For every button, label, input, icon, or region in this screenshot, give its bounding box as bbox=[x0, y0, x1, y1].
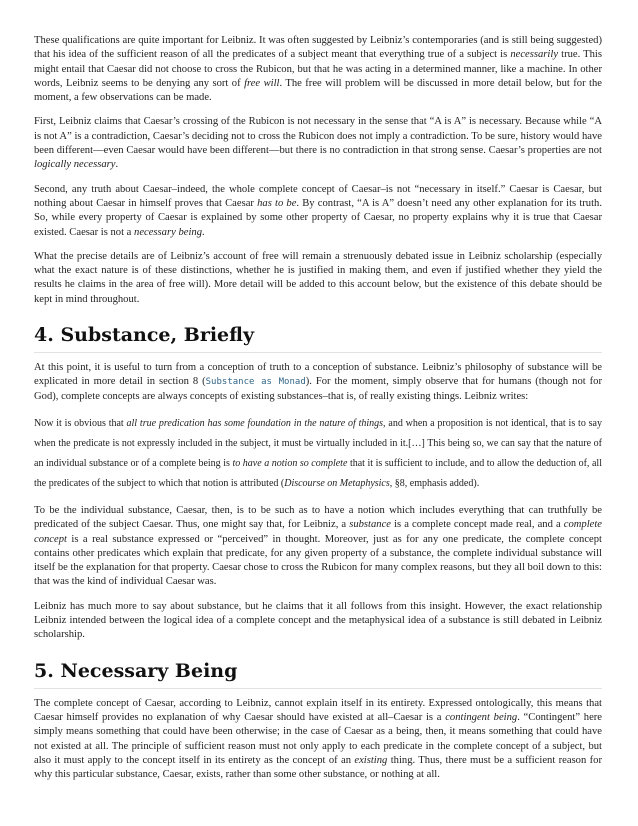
emphasis: all true predication has some foundation in the nature of things bbox=[126, 417, 384, 429]
emphasis: has to be bbox=[257, 197, 297, 209]
section-heading-necessary-being: 5. Necessary Being bbox=[34, 659, 602, 689]
text: First, Leibniz claims that Caesar’s crossing of the Rubicon is not necessary in the sense that “A is A” is necessary. Because while “A is not A” is a contradiction, Caesar’s deciding not to cross the Rubicon does not imply a contradiction. To be sure, history would have been different—even Caesar would have been different—but there is no contradiction in that strong sense. Caesar’s properties are not bbox=[34, 116, 602, 157]
text: true. This might entail that Caesar did not choose to cross the Rubicon, but that he was acting in a determined manner, like a machine. In other words, Leibniz seems to be denying any sort of bbox=[34, 49, 602, 89]
emphasis: necessary being bbox=[134, 226, 202, 238]
paragraph-caesar-substance bbox=[34, 504, 602, 590]
text: . bbox=[202, 226, 205, 238]
text: . The free will problem will be discussed in more detail below, but for the moment, a few observations can be made. bbox=[34, 77, 602, 104]
emphasis: contingent being bbox=[445, 711, 518, 723]
paragraph-substance-intro bbox=[34, 361, 602, 404]
block-quote-discourse bbox=[34, 414, 602, 494]
text: thing. Thus, there must be a sufficient reason for why this particular substance, Caesar, exists, rather than some other substance, or nothing at all. bbox=[34, 754, 602, 781]
text: Leibniz has much more to say about substance, but he claims that it all follows from this insight. However, the exact relationship Leibniz intended between the logical idea of a complete concept and the metaphysical idea of a substance is still debated in Leibniz scholarship. bbox=[34, 600, 602, 641]
section-link-substance-as-monad[interactable]: Substance as Monad bbox=[205, 377, 306, 388]
section-heading-substance: 4. Substance, Briefly bbox=[34, 323, 602, 353]
emphasis: to have a notion so complete bbox=[232, 457, 348, 469]
text: The complete concept of Caesar, according to Leibniz, cannot explain itself in its entirety. Expressed ontologically, this means that Caesar himself provides no explanation of why Caesar should have existed at all–Caesar is a bbox=[34, 697, 602, 723]
text: Now it is obvious that bbox=[34, 417, 127, 429]
text: is a complete concept made real, and a bbox=[391, 519, 564, 531]
text: What the precise details are of Leibniz’s account of free will remain a strenuously debated issue in Leibniz scholarship (especially what the exact nature is of these distinctions, whether he is justified in making them, and even if justified whether they yield the results he claims in the area of free will). More detail will be added to this account below, but the existence of this debate should be kept in mind throughout. bbox=[34, 250, 602, 305]
text: . “Contingent” here simply means something that could have been otherwise; in the case of Caesar as a being, then, it means something that could have not existed at all. The principle of sufficient reason must not only apply to each predicate in the complete concept of a subject, but also it must apply to the concept itself in its entirety as the concept of an bbox=[34, 711, 602, 766]
emphasis: existing bbox=[354, 754, 388, 766]
text: These qualifications are quite important for Leibniz. It was often suggested by Leibniz’s contemporaries (and is still being suggested) that his idea of the sufficient reason of all the predicates of a subject meant that everything true of a subject is bbox=[34, 35, 602, 61]
paragraph-free-will-intro bbox=[34, 34, 602, 105]
paragraph-first-point bbox=[34, 115, 602, 172]
text: . bbox=[115, 159, 119, 171]
text: , §8, emphasis added). bbox=[389, 477, 480, 489]
emphasis: substance bbox=[349, 519, 391, 531]
paragraph-contingent-being bbox=[34, 697, 602, 783]
text: ). For the moment, simply observe that for humans (though not for God), complete concepts are always concepts of existing substances–that is, of really existing things. Leibniz writes: bbox=[34, 376, 602, 402]
article-page bbox=[34, 34, 602, 792]
text: is a real substance expressed or “perceived” in thought. Moreover, just as for any one predicate, the complete concept contains other predicates which explain that predicate, for any given property of a substance, the complete individual substance will itself be the explanation for that property. Caesar chose to cross the Rubicon for many complex reasons, but they all boil down to this: that was the kind of individual Caesar was. bbox=[34, 533, 603, 588]
text: Second, any truth about Caesar–indeed, the whole complete concept of Caesar–is not “necessary in itself.” Caesar is Caesar, but nothing about Caesar in himself proves that Caesar bbox=[34, 183, 602, 209]
text: At this point, it is useful to turn from a conception of truth to a conception of substance. Leibniz’s philosophy of substance will be explicated in more detail in section 8 ( bbox=[34, 362, 602, 388]
text: , and when a proposition is not identical, that is to say when the predicate is not expressly included in the subject, it must be virtually included in it.[…] This being so, we can say that the nature of an individual substance or of a complete being is bbox=[34, 417, 602, 469]
text: To be the individual substance, Caesar, then, is to be such as to have a notion which includes everything that can truthfully be predicated of the subject Caesar. Thus, one might say that, for Leibniz, a bbox=[34, 504, 602, 531]
paragraph-substance-debate bbox=[34, 600, 602, 643]
text: that it is sufficient to include, and to allow the deduction of, all the predicates of the subject to which that notion is attributed ( bbox=[34, 457, 602, 489]
paragraph-debate bbox=[34, 250, 602, 307]
paragraph-second-point bbox=[34, 183, 602, 240]
emphasis: necessarily bbox=[510, 49, 559, 61]
emphasis: complete concept bbox=[34, 519, 602, 545]
emphasis: Discourse on Metaphysics bbox=[284, 477, 390, 489]
emphasis: logically necessary bbox=[34, 159, 116, 171]
text: . By contrast, “A is A” doesn’t need any other explanation for its truth. So, while every property of Caesar is explained by some other property of Caesar, no property explains why it is true that Caesar existed. Caesar is not a bbox=[34, 197, 602, 238]
emphasis: free will bbox=[244, 77, 280, 89]
